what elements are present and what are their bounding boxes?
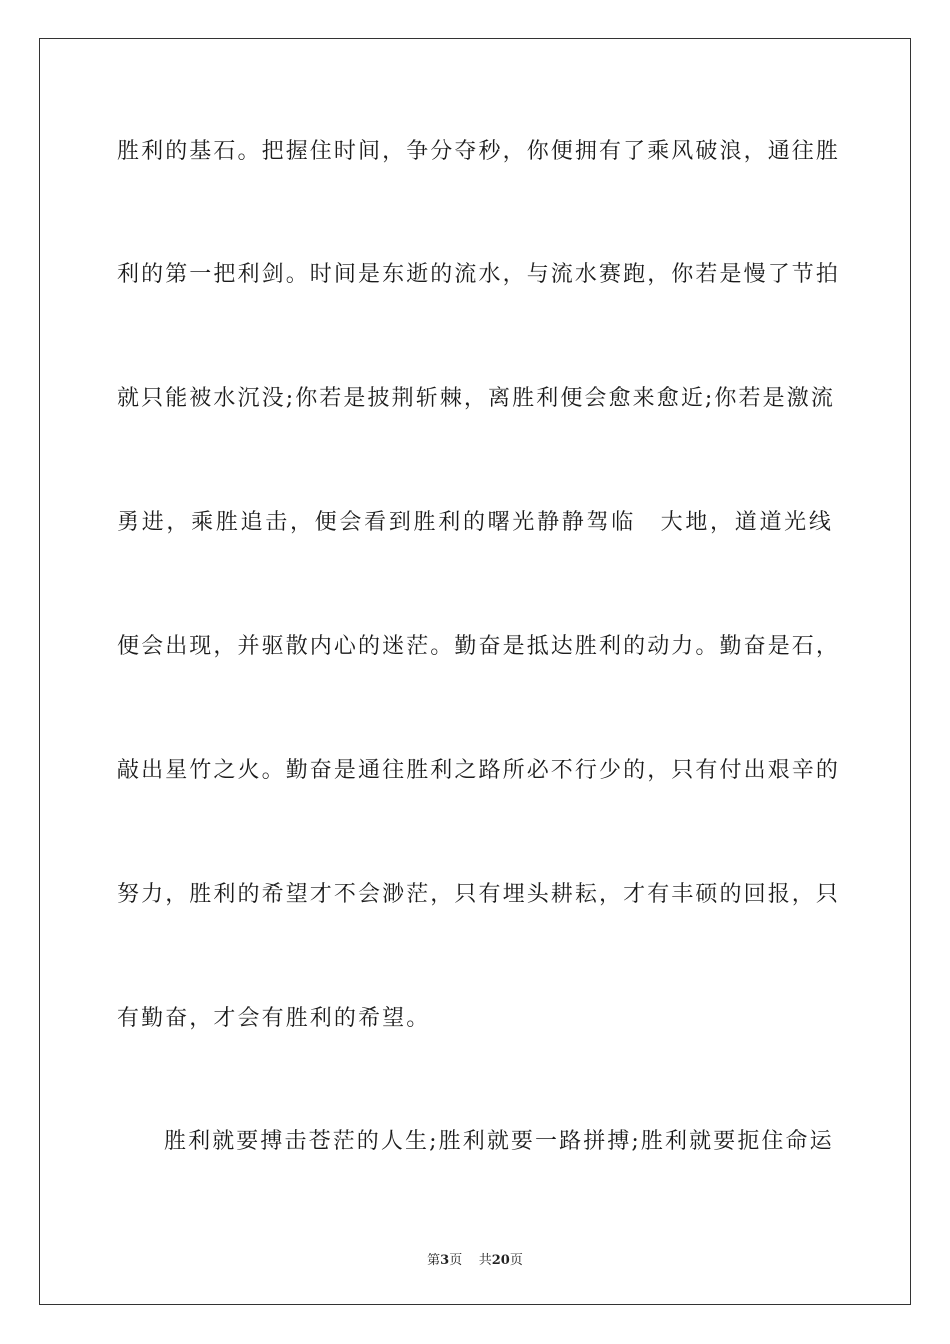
footer-total-suffix: 页 (509, 1253, 523, 1268)
text-line-2: 利的第一把利剑。时间是东逝的流水，与流水赛跑，你若是慢了节拍 (117, 262, 841, 287)
text-line-3: 就只能被水沉没;你若是披荆斩棘，离胜利便会愈来愈近;你若是激流 (117, 386, 835, 411)
footer-total-pages: 20 (491, 1253, 510, 1268)
footer-total-prefix: 共 (478, 1253, 492, 1268)
text-line-6: 敲出星竹之火。勤奋是通往胜利之路所必不行少的，只有付出艰辛的 (117, 758, 841, 783)
text-line-4: 勇进，乘胜追击，便会看到胜利的曙光静静驾临 大地，道道光线 (117, 510, 833, 535)
page-border (39, 38, 911, 1305)
footer-page-suffix: 页 (449, 1253, 463, 1268)
footer-page-number: 3 (440, 1253, 450, 1268)
text-line-1: 胜利的基石。把握住时间，争分夺秒，你便拥有了乘风破浪，通往胜 (117, 139, 841, 164)
paragraph-2-first-line: 胜利就要搏击苍茫的人生;胜利就要一路拼搏;胜利就要扼住命运 (164, 1129, 834, 1154)
text-line-7: 努力，胜利的希望才不会渺茫，只有埋头耕耘，才有丰硕的回报，只 (117, 882, 841, 907)
page-footer (0, 1249, 950, 1268)
text-line-5: 便会出现，并驱散内心的迷茫。勤奋是抵达胜利的动力。勤奋是石， (117, 634, 841, 659)
text-line-8: 有勤奋，才会有胜利的希望。 (117, 1006, 431, 1031)
footer-page-prefix: 第 (427, 1253, 441, 1268)
